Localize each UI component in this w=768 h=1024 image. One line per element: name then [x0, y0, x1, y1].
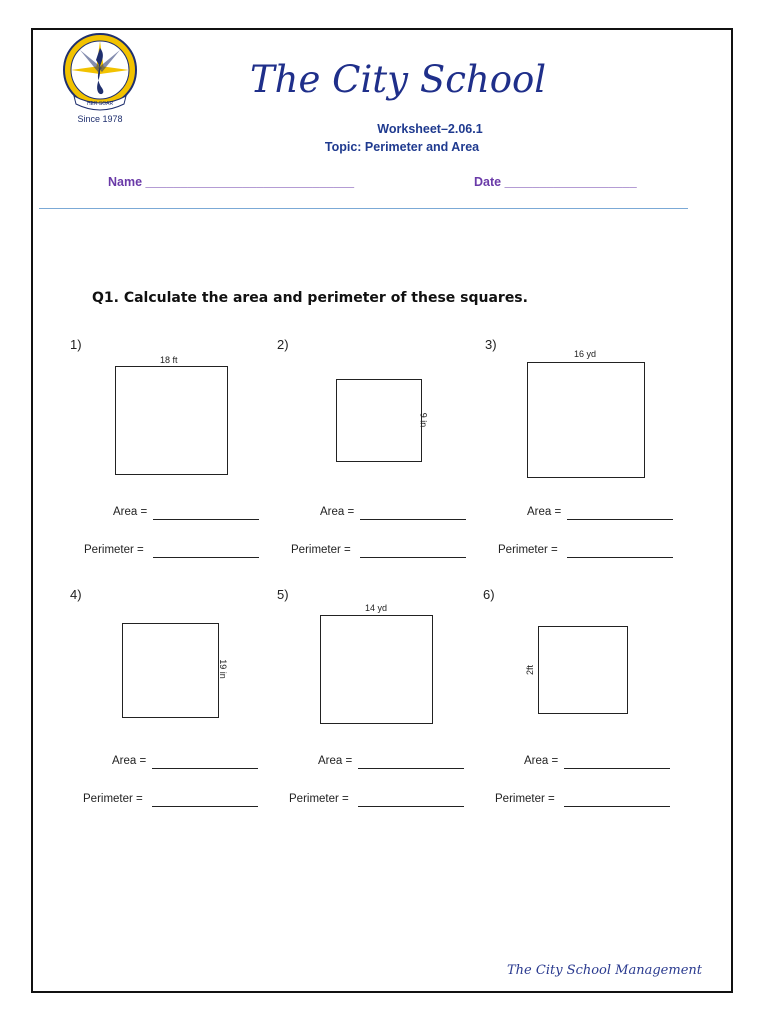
svg-text:HER SOAR: HER SOAR: [86, 101, 114, 107]
problem-2-dimension: 9 in: [418, 412, 429, 428]
problem-5-area-blank[interactable]: [358, 768, 464, 769]
problem-3-number: 3): [485, 337, 497, 352]
problem-5-perimeter-blank[interactable]: [358, 806, 464, 807]
problem-6-dimension: 2ft: [525, 664, 536, 676]
problem-6-square: [538, 626, 628, 714]
problem-5-area-label: Area =: [318, 755, 353, 767]
date-field[interactable]: Date ___________________: [474, 175, 637, 189]
problem-5-perimeter-label: Perimeter =: [289, 793, 349, 805]
header-divider: [39, 208, 688, 209]
problem-3-area-label: Area =: [527, 506, 562, 518]
name-field[interactable]: Name ______________________________: [108, 175, 355, 189]
footer-text: The City School Management: [507, 963, 702, 978]
since-label: Since 1978: [77, 114, 123, 124]
problem-6-area-label: Area =: [524, 755, 559, 767]
problem-4-area-label: Area =: [112, 755, 147, 767]
problem-4-area-blank[interactable]: [152, 768, 258, 769]
problem-1-number: 1): [70, 337, 82, 352]
worksheet-topic: Topic: Perimeter and Area: [324, 140, 480, 154]
problem-3-perimeter-blank[interactable]: [567, 557, 673, 558]
problem-2-perimeter-blank[interactable]: [360, 557, 466, 558]
problem-1-area-blank[interactable]: [153, 519, 259, 520]
problem-4-perimeter-label: Perimeter =: [83, 793, 143, 805]
problem-2-number: 2): [277, 337, 289, 352]
problem-1-square: [115, 366, 228, 475]
school-title: The City School: [250, 58, 547, 101]
problem-1-dimension: 18 ft: [160, 355, 178, 365]
problem-6-area-blank[interactable]: [564, 768, 670, 769]
problem-5-dimension: 14 yd: [365, 603, 388, 613]
problem-4-dimension: 19 in: [217, 659, 228, 679]
problem-4-number: 4): [70, 587, 82, 602]
problem-2-area-label: Area =: [320, 506, 355, 518]
problem-3-area-blank[interactable]: [567, 519, 673, 520]
school-logo: [60, 30, 140, 126]
problem-2-square: [336, 379, 422, 462]
problem-4-perimeter-blank[interactable]: [152, 806, 258, 807]
question-title: Q1. Calculate the area and perimeter of these squares.: [92, 290, 528, 306]
problem-2-perimeter-label: Perimeter =: [291, 544, 351, 556]
problem-1-area-label: Area =: [113, 506, 148, 518]
problem-4-square: [122, 623, 219, 718]
problem-5-square: [320, 615, 433, 724]
problem-3-dimension: 16 yd: [574, 349, 597, 359]
problem-2-area-blank[interactable]: [360, 519, 466, 520]
problem-6-perimeter-blank[interactable]: [564, 806, 670, 807]
problem-1-perimeter-label: Perimeter =: [84, 544, 144, 556]
problem-1-perimeter-blank[interactable]: [153, 557, 259, 558]
problem-6-perimeter-label: Perimeter =: [495, 793, 555, 805]
problem-3-perimeter-label: Perimeter =: [498, 544, 558, 556]
problem-5-number: 5): [277, 587, 289, 602]
problem-6-number: 6): [483, 587, 495, 602]
problem-3-square: [527, 362, 645, 478]
worksheet-number: Worksheet–2.06.1: [377, 122, 483, 136]
